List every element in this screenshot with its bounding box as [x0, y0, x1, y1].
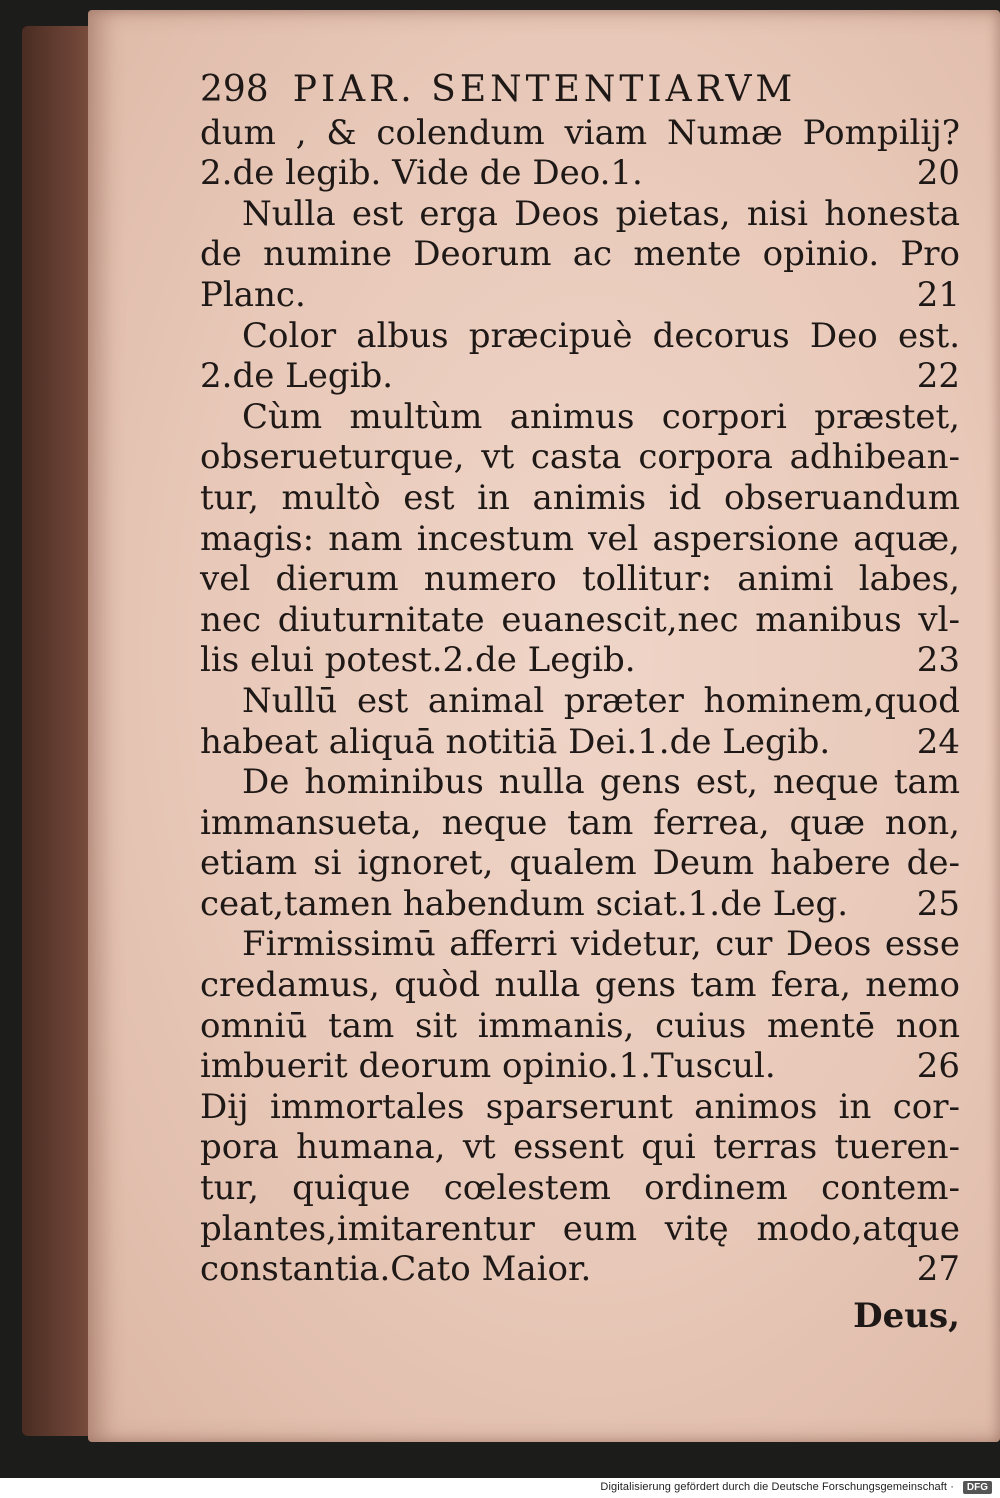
text-line: [200, 113, 960, 154]
line-text: immansueta, neque tam ferrea, quæ non,: [200, 802, 960, 843]
text-line: [200, 397, 960, 438]
sentence-number: 24: [916, 721, 960, 762]
text-line: [200, 1006, 960, 1047]
line-text: lis elui potest.2.de Legib.: [200, 640, 636, 681]
text-line: [200, 640, 960, 681]
text-line: [200, 1087, 960, 1128]
text-lines: [200, 113, 960, 1290]
running-header: [200, 70, 960, 111]
text-line: [200, 600, 960, 641]
sentence-number: 23: [916, 640, 960, 681]
dfg-logo: DFG: [963, 1481, 992, 1494]
line-text: magis: nam incestum vel aspersione aquæ,: [200, 518, 960, 559]
text-line: [200, 803, 960, 844]
text-line: [200, 234, 960, 275]
text-line: [200, 519, 960, 560]
text-line: [200, 559, 960, 600]
sentence-number: 20: [916, 153, 960, 194]
line-text: omniū tam sit immanis, cuius mentē non: [200, 1005, 960, 1046]
line-text: nec diuturnitate euanescit,nec manibus vl-: [200, 599, 960, 640]
line-text: Firmissimū afferri videtur, cur Deos esse: [242, 924, 960, 965]
text-line: [200, 275, 960, 316]
line-text: etiam si ignoret, qualem Deum habere de-: [200, 843, 960, 884]
line-text: ceat,tamen habendum sciat.1.de Leg.: [200, 883, 849, 924]
text-line: [200, 1168, 960, 1209]
text-line: [200, 722, 960, 763]
sentence-number: 27: [916, 1249, 960, 1290]
text-line: [200, 437, 960, 478]
text-line: [200, 194, 960, 235]
line-text: tur, quique cœlestem ordinem contem-: [200, 1168, 960, 1209]
text-line: [200, 965, 960, 1006]
line-text: de numine Deorum ac mente opinio. Pro: [200, 234, 960, 275]
line-text: habeat aliquā notitiā Dei.1.de Legib.: [200, 721, 831, 762]
line-text: constantia.Cato Maior.: [200, 1249, 592, 1290]
running-title: PIAR. SENTENTIARVM: [292, 69, 797, 110]
line-text: obserueturque, vt casta corpora adhibean-: [200, 437, 960, 478]
line-text: De hominibus nulla gens est, neque tam: [242, 762, 960, 803]
text-line: [200, 843, 960, 884]
text-line: [200, 356, 960, 397]
line-text: imbuerit deorum opinio.1.Tuscul.: [200, 1046, 776, 1087]
line-text: vel dierum numero tollitur: animi labes,: [200, 559, 960, 600]
line-text: Nullū est animal præter hominem,quod: [242, 680, 960, 721]
line-text: plantes,imitarentur eum vitę modo,atque: [200, 1208, 960, 1249]
sentence-number: 22: [916, 356, 960, 397]
sentence-number: 25: [916, 883, 960, 924]
line-text: Dij immortales sparserunt animos in cor-: [200, 1086, 960, 1127]
page-number: 298: [200, 69, 269, 110]
sentence-number: 26: [916, 1046, 960, 1087]
text-line: [200, 1249, 960, 1290]
line-text: credamus, quòd nulla gens tam fera, nemo: [200, 965, 960, 1006]
footer-credit: Digitalisierung gefördert durch die Deutsche Forschungsgemeinschaft ·: [600, 1481, 954, 1493]
line-text: dum , & colendum viam Numæ Pompilij?: [200, 112, 960, 153]
line-text: Planc.: [200, 274, 306, 315]
line-text: 2.de legib. Vide de Deo.1.: [200, 153, 643, 194]
text-line: [200, 478, 960, 519]
text-line: [200, 1209, 960, 1250]
text-line: [200, 924, 960, 965]
line-text: tur, multò est in animis id obseruandum: [200, 477, 960, 518]
line-text: Nulla est erga Deos pietas, nisi honesta: [242, 193, 960, 234]
digitization-footer: [0, 1478, 1000, 1498]
sentence-number: 21: [916, 274, 960, 315]
page-text: [200, 70, 960, 1336]
text-line: [200, 681, 960, 722]
line-text: Color albus præcipuè decorus Deo est.: [242, 315, 960, 356]
line-text: pora humana, vt essent qui terras tueren-: [200, 1127, 960, 1168]
text-line: [200, 1046, 960, 1087]
catchword: Deus,: [853, 1295, 960, 1336]
text-line: [200, 1127, 960, 1168]
text-line: [200, 762, 960, 803]
text-line: [200, 316, 960, 357]
text-line: [200, 153, 960, 194]
text-line: [200, 884, 960, 925]
line-text: 2.de Legib.: [200, 356, 394, 397]
line-text: Cùm multùm animus corpori præstet,: [242, 396, 960, 437]
